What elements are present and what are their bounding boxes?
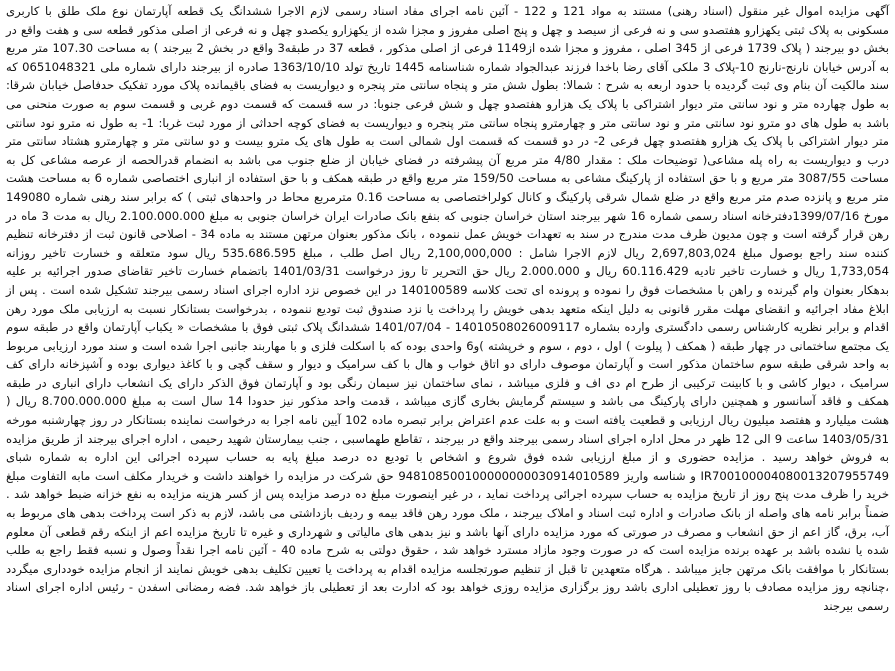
- auction-notice-text: آگهی مزایده اموال غیر منقول (اسناد رهنی) مستند به مواد 121 و 122 - آئین نامه اجرای مفاد اسناد رسمی لازم الاجرا ششدانگ یک قطعه آپارتمان نوع ملک طلق با کاربری مسکونی به پلاک ثبتی یکهزارو هفتصدو سی و نه فرعی از سیصد و چهل و پنج اصلی مفروز و مجزا شده از یکهزارو یکصدو چهل و نه فرعی از اصلی مذکور قطعه سی و هفت واقع در بخش دو بیرجند ( پلاک 1739 فرعی از 345 اصلی ، مفروز و مجزا شده از1149 فرعی از اصلی مذکور ، قطعه 37 در طبقه3 واقع در بخش 2 بیرجند ) به مساحت 107.30 متر مربع به آدرس خیابان نارنج-نارنج 10-پلاک 3 ملکی آقای رضا باخدا فرزند عبدالجواد شماره شناسنامه 1445 تاریخ تولد 1363/10/10 صادره از بیرجند دارای شماره ملی 0651048321 که سند مالکیت آن بنام وی ثبت گردیده با حدود اربعه به شرح : شمالا: بطول شش متر و پنجاه سانتی متر پنجره و دیواریست به فضای باقیمانده پلاک مورد تفکیک حدفاصل خیابان شرقا: به طول چهارده متر و نود سانتی متر دیوار اشتراکی با پلاک یک هزارو هفتصدو چهل و شش فرعی جنوبا: در سه قسمت که قسمت دوم غربی و قسمت سوم به صورت منحنی می باشد به طول های دو مترو نود سانتی متر و نود سانتی متر و چهارمترو پنجاه سانتی متر پنجره و دیواریست به فضای کوچه احداثی از مورد ثبت غربا: 1- به طول نه مترو نود سانتی متر دیوار اشتراکی با پلاک یک هزارو هفتصدو چهل فرعی 2- در دو قسمت که قسمت اول شمالی است به طول های یک مترو بیست و دو سانتی متر و چهارمترو هشتاد سانتی متر درب و دیواریست به راه پله مشاعی( توضیحات ملک : مقدار 4/80 متر مربع آن پیشرفته در فضای خیابان از ضلع جنوب می باشد به انضمام قدرالحصه از عرصه مشاعی کل به مساحت 3087/55 متر مربع و با حق استفاده از پارکینگ مشاعی به مساحت 159/50 متر مربع واقع در طبقه همکف و با حق استفاده از انباری اختصاصی شماره 6 به مساحت هشت متر مربع و پانزده صدم متر مربع واقع در ضلع شمال شرقی پارکینگ و کانال کولراختصاصی به مساحت 0.16 مترمربع محاط در واحدهای ثبتی ) که برابر سند رهنی شماره 149080 مورخ 1399/07/16دفترخانه اسناد رسمی شماره 16 شهر بیرجند استان خراسان جنوبی که بنفع بانک صادرات ایران خراسان جنوبی به مبلغ 2.100.000.000 ریال به مدت 3 ماه در رهن قرار گرفته است و چون مدیون ظرف مدت مندرج در سند به تعهدات خویش عمل ننموده ، بانک مذکور بعنوان مرتهن مستند به ماده 34 - اصلاحی قانون ثبت از دفترخانه تنظیم کننده سند راجع بوصول مبلغ 2,697,803,024 ریال لازم الاجرا شامل : 2,100,000,000 ریال اصل طلب ، مبلغ 535.686.595 ریال سود متعلقه و خسارت تاخیر روزانه 1,733,054 ریال و خسارت تاخیر تادیه 60.116.429 ریال و 2.000.000 ریال حق التحریر تا روز درخواست 1401/03/31 باتضمام خسارت تاخیر تقاضای صدور اجرائیه بر علیه بدهکار بعنوان وام گیرنده و راهن با مشخصات فوق را نموده و پرونده ای تحت کلاسه 140100589 در این خصوص نزد اداره اجرای اسناد رسمی بیرجند تشکیل شده است . پس از ابلاغ مفاد اجرائیه و انقضای مهلت مقرر قانونی به دلیل اینکه متعهد بدهی خویش را پرداخت یا نزد صندوق ثبت تودیع ننموده ، بدرخواست بستانکار نسبت به ارزیابی ملک مورد رهن اقدام و برابر نظریه کارشناس رسمی دادگستری وارده بشماره 14010508026009117 - 1401/07/04 ششدانگ پلاک ثبتی فوق با مشخصات « یکباب آپارتمان واقع در طبقه سوم یک مجتمع ساختمانی در چهار طبقه ( همکف ( پیلوت ) اول ، دوم ، سوم و خرپشته )و6 واحدی بوده که با اسکلت فلزی و با مهاربند جانبی اجرا شده است و سند مورد ارزیابی مربوط به واحد شرقی طبقه سوم ساختمان مذکور است و آپارتمان موصوف دارای دو اتاق خواب و هال با کف سرامیک و دیوار و سقف گچی و با کاغذ دیواری بوده و آشپزخانه دارای کف سرامیک ، دیوار کاشی و با کابینت ترکیبی از طرح ام دی اف و فلزی میباشد ، نمای ساختمان نیز سیمان رنگی بود و آپارتمان فوق الذکر دارای یک انشعاب دارای انباری در طبقه همکف و فاقد آسانسور و همچنین دارای پارکینگ می باشد و سیستم گرمایش بخاری گازی میباشد ، قدمت واحد مذکور نیز حدودا 14 سال است به مبلغ 8.700.000.000 ریال ( هشت میلیارد و هفتصد میلیون ریال ارزیابی و قطعیت یافته است و به علت عدم اعتراض برابر تبصره ماده 102 آیین نامه اجرا به درخواست نماینده بستانکار در روز چهارشنبه مورخه 1403/05/31 ساعت 9 الی 12 ظهر در محل اداره اجرای اسناد رسمی بیرجند واقع در بیرجند ، تقاطع طهماسبی ، جنب بیمارستان شهید رحیمی ، اداره اجرای بیرجند از طریق مزایده به فروش خواهد رسید . مزایده حضوری و از مبلغ ارزیابی شده فوق شروع و اشخاص با تودیع ده درصد مبلغ پایه به حساب سپرده اجرائی این اداره به شماره شبای IR700100004080013207955749 و شناسه واریز 948108500100000000030914010589 حق شرکت در مزایده را خواهند داشت و خریدار مکلف است مابه التفاوت مبلغ خرید را ظرف مدت پنج روز از تاریخ مزایده به حساب سپرده اجرائی پرداخت نماید ، در غیر اینصورت مبلغ ده درصد مزایده پس از کسر هزینه مزایده به نفع خزانه ضبط خواهد شد . ضمناً برابر نامه های واصله از بانک صادرات و اداره ثبت اسناد و املاک بیرجند ، ملک مورد رهن فاقد بیمه و ردیف بازداشتی می باشد، لازم به ذکر است پرداخت بدهی های مربوط به آب، برق، گاز اعم از حق انشعاب و مصرف در صورتی که مورد مزایده دارای آنها باشد و نیز بدهی های مالیاتی و شهرداری و غیره تا تاریخ مزایده اعم از اینکه رقم قطعی آن معلوم شده یا نشده باشد بر عهده برنده مزایده است که در صورت وجود مازاد مسترد خواهد شد ، حقوق دولتی به شرح ماده 40 - آئین نامه اجرا نقداً وصول و نسبه فقط راجع به طلب بستانکار با موافقت بانک مرتهن جایز میباشد . هرگاه متعهدین تا قبل از تنظیم صورتجلسه مزایده اقدام به پرداخت یا تعیین تکلیف بدهی خویش نمایند از انجام مزایده خودداری میگردد ،چنانچه روز مزایده مصادف با روز تعطیلی اداری باشد روز برگزاری مزایده روزی خواهد بود که ادارت بعد از تعطیلی باز خواهد شد. فضه رمضانی اسفدن - رئیس اداره اجرای اسناد رسمی بیرجند: [6, 4, 890, 613]
